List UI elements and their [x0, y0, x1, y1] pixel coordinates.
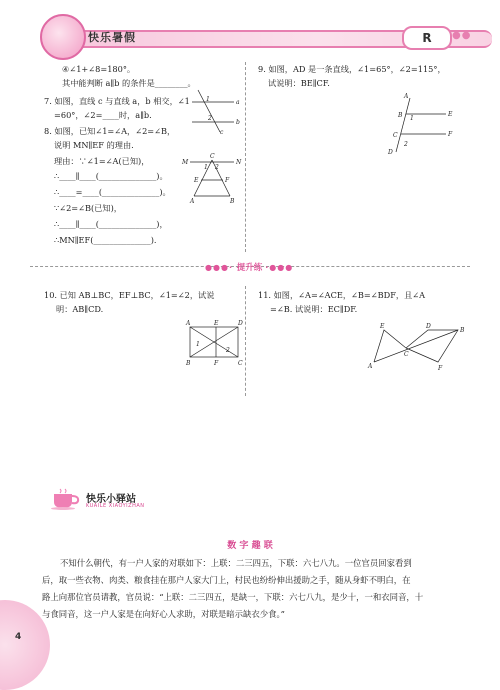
q8-reason-5: ∴____∥____(______________)， [54, 219, 168, 229]
story-line: 不知什么朝代，有一户人家的对联如下：上联：二三四五，下联：六七八九。一位官员回家看到 [60, 558, 412, 568]
story-title: 数 字 趣 联 [227, 541, 273, 551]
fig10-label-1: 1 [196, 341, 200, 348]
lift-dots-right-icon: ·●●● [265, 263, 294, 272]
figure-q8 [182, 153, 242, 205]
fig10-label-E: E [214, 320, 219, 327]
fig8-label-2: 2 [215, 164, 219, 171]
fig9-label-C: C [393, 132, 398, 139]
teacup-icon [50, 488, 82, 510]
story-line: 与食同音，这一户人家是在向好心人求助，对联是暗示缺衣少食。” [42, 609, 285, 619]
fig10-label-B: B [186, 360, 191, 367]
station-subtitle: KUAILE XIAOYIZHAN [86, 503, 145, 509]
fig7-label-b: b [236, 119, 240, 126]
fig8-label-M: M [182, 159, 189, 166]
figure-q10 [186, 322, 244, 368]
q6-option-4: ④∠1+∠8=180°。 [62, 64, 136, 74]
q9-line-1: 9. 如图，AD 是一条直线，∠1=65°，∠2=115°， [258, 64, 446, 74]
fig8-label-C: C [210, 153, 215, 160]
fig9-label-B: B [398, 112, 403, 119]
fig9-label-E: E [448, 111, 453, 118]
q11-line-2: =∠B. 试说明：EC∥DF. [270, 304, 358, 314]
q7-line-2: =60°，∠2=____时，a∥b. [54, 110, 152, 120]
header-logo-icon [40, 14, 86, 60]
figure-q7 [190, 92, 240, 136]
fig7-label-a: a [236, 99, 240, 106]
q11-line-1: 11. 如图，∠A=∠ACE，∠B=∠BDF，且∠A [258, 290, 426, 300]
section-lift-label [205, 261, 293, 273]
header-title: 快乐暑假 [88, 31, 136, 44]
q8-reason-3: ∴____=____(______________)。 [54, 187, 171, 197]
q9-line-2: 试说明：BE∥CF. [268, 78, 330, 88]
q8-line-1: 8. 如图，已知∠1=∠A，∠2=∠B， [44, 126, 176, 136]
fig10-label-D: D [238, 320, 243, 327]
fig9-label-2: 2 [404, 141, 408, 148]
column-divider-bottom [245, 286, 246, 396]
edition-badge: R [402, 26, 452, 50]
page-number: 4 [15, 632, 22, 642]
fig8-label-F: F [225, 177, 230, 184]
fig9-label-1: 1 [410, 115, 414, 122]
header-dots-icon: ●● [452, 30, 472, 41]
fig11-label-B: B [460, 327, 465, 334]
fig9-label-F: F [448, 131, 453, 138]
fig10-label-C: C [238, 360, 243, 367]
q8-reason-1: 理由：∵∠1=∠A(已知)， [54, 156, 150, 166]
fig11-label-D: D [426, 323, 431, 330]
q8-reason-6: ∴MN∥EF(______________). [54, 235, 157, 245]
fig11-label-A: A [368, 363, 373, 370]
q6-answer-line: 其中能判断 a∥b 的条件是________。 [62, 78, 196, 88]
figure-q9 [380, 93, 460, 158]
fig11-label-C: C [404, 351, 409, 358]
fig8-label-N: N [236, 159, 242, 166]
fig8-label-1: 1 [204, 164, 208, 171]
fig7-label-2: 2 [208, 115, 212, 122]
fig11-label-F: F [438, 365, 443, 372]
fig10-label-F: F [214, 360, 219, 367]
q8-reason-2: ∴____∥____(______________)。 [54, 171, 168, 181]
story-line: 路上向那位官员请教，官员说：“上联：二三四五，是缺一，下联：六七八九，是少十，一和衣同音，十 [42, 592, 424, 602]
story-line: 后，取一些衣物、肉类、粮食挂在那户人家大门上，村民也纷纷伸出援助之手，随从身虾不明白，在 [42, 575, 411, 585]
fig8-label-A: A [190, 198, 195, 205]
fig7-label-1: 1 [206, 96, 210, 103]
fig11-label-E: E [380, 323, 385, 330]
fig10-label-A: A [186, 320, 191, 327]
fig10-label-2: 2 [226, 347, 230, 354]
lift-dots-left-icon: ●●●· [205, 263, 237, 272]
q8-line-2: 说明 MN∥EF 的理由. [54, 140, 134, 150]
fig9-label-A: A [404, 93, 409, 100]
station-title: 快乐小驿站 [86, 494, 136, 505]
figure-q11 [368, 320, 468, 370]
lift-label-text: 提升练 [236, 263, 263, 273]
q10-line-1: 10. 已知 AB⊥BC，EF⊥BC，∠1=∠2，试说 [44, 290, 215, 300]
fig8-label-B: B [230, 198, 235, 205]
q7-line-1: 7. 如图，直线 c 与直线 a，b 相交，∠1 [44, 96, 190, 106]
q10-line-2: 明：AB∥CD. [56, 304, 104, 314]
column-divider-top [245, 62, 246, 252]
fig8-label-E: E [194, 177, 199, 184]
fig9-label-D: D [388, 149, 393, 156]
fig7-label-c: c [220, 129, 224, 136]
q8-reason-4: ∵∠2=∠B(已知)， [54, 203, 122, 213]
